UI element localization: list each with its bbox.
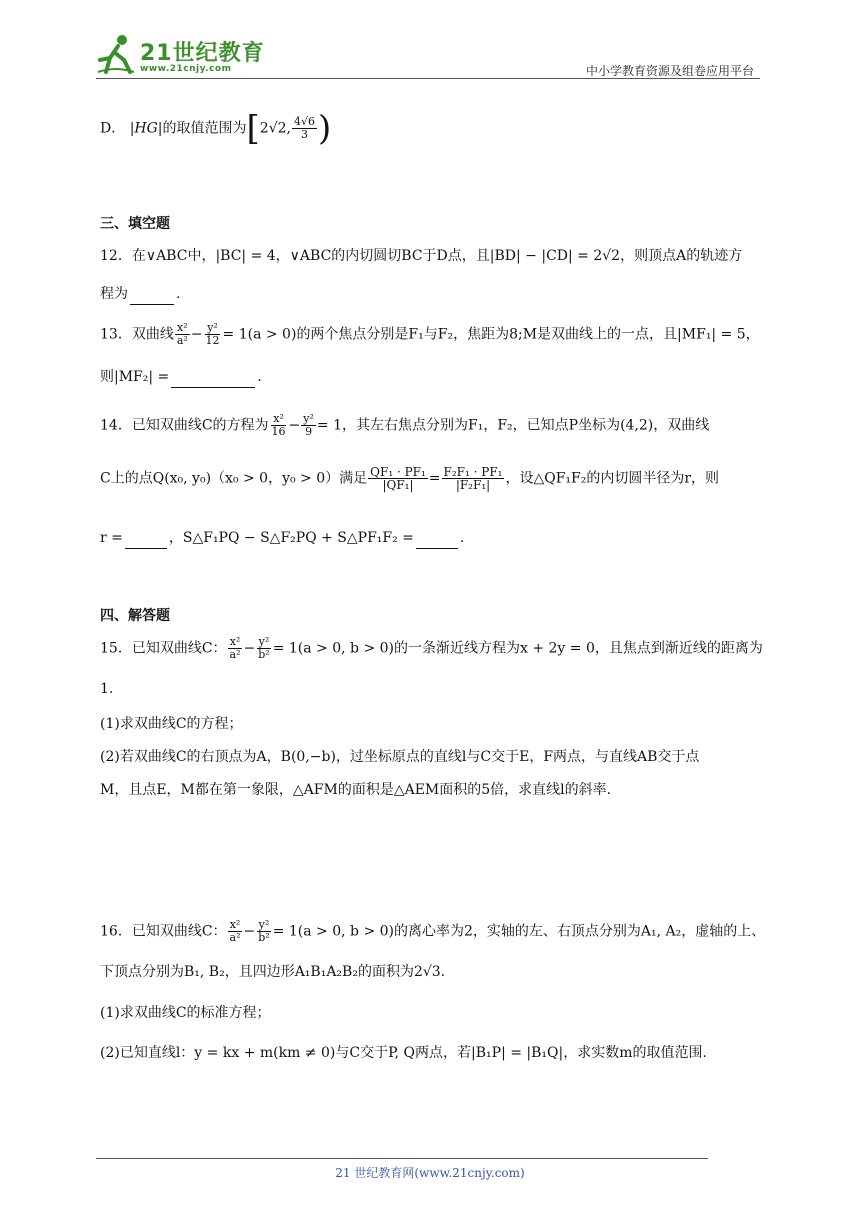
option-label: D．	[100, 120, 126, 137]
q13-line2: 则|MF₂| = .	[100, 366, 262, 388]
footer-link[interactable]: 21 世纪教育网(www.21cnjy.com)	[335, 1166, 525, 1180]
right-paren: )	[317, 108, 332, 149]
logo-url: www.21cnjy.com	[140, 64, 232, 74]
q15-part1: (1)求双曲线C的方程；	[100, 716, 243, 732]
runner-logo-icon	[96, 32, 136, 76]
hg-expression: |HG|	[129, 120, 163, 137]
q12-line1: 12．在∨ABC中，|BC| = 4，∨ABC的内切圆切BC于D点，且|BD| − |CD| = 2√2，则顶点A的轨迹方	[100, 248, 743, 264]
header-divider	[96, 78, 760, 79]
q15-line2: 1.	[100, 681, 114, 697]
q15-line1: 15．已知双曲线C： $\frac{\text{x²}}{\text{a²}}$ − $\frac{\text{y²}}{\text{b²}}$ = 1(a > 0, b > 0)的一条渐近线方程为x + 2y = 0，且焦点到渐近线的距离为	[100, 635, 763, 661]
site-logo	[96, 32, 266, 76]
fraction: $\frac{\text{x²}}{\text{a²}}$	[229, 635, 241, 661]
range-upper-fraction: $\frac{4√6}{3}$	[293, 115, 315, 141]
q15-part2-line2: M，且点E，M都在第一象限，△AFM的面积是△AEM面积的5倍，求直线l的斜率.	[100, 782, 612, 798]
footer-divider	[96, 1158, 708, 1159]
vector-fraction: $\frac{\text{QF₁ · PF₁}}{\text{|QF₁|}}$	[370, 465, 426, 492]
option-text: 的取值范围为	[162, 120, 247, 137]
left-bracket: [	[246, 108, 260, 149]
platform-name: 中小学教育资源及组卷应用平台	[585, 64, 754, 78]
fraction: $\frac{\text{y²}}{9}$	[303, 412, 314, 438]
fraction: $\frac{\text{x²}}{\text{a²}}$	[176, 321, 188, 347]
q14-line1: 14．已知双曲线C的方程为 $\frac{\text{x²}}{16}$ − $\frac{\text{y²}}{9}$ = 1，其左右焦点分别为F₁，F₂，已知点P坐标为(4,2)，双曲线	[100, 412, 710, 438]
q12-line2: 程为 .	[100, 283, 180, 305]
q14-line3: r = ，S△F₁PQ − S△F₂PQ + S△PF₁F₂ = .	[100, 527, 464, 549]
logo-text: 21世纪教育	[140, 41, 265, 66]
section-title-fill-blank: 三、填空题	[100, 216, 170, 232]
section-title-solve: 四、解答题	[100, 608, 170, 624]
answer-blank	[125, 532, 167, 549]
answer-blank	[171, 371, 255, 388]
answer-blank	[130, 288, 174, 305]
fraction: $\frac{\text{x²}}{\text{a²}}$	[229, 918, 241, 944]
fraction: $\frac{\text{x²}}{16}$	[271, 412, 286, 438]
q16-line1: 16．已知双曲线C： $\frac{\text{x²}}{\text{a²}}$ − $\frac{\text{y²}}{\text{b²}}$ = 1(a > 0, b > 0)的离心率为2，实轴的左、右顶点分别为A₁, A₂，虚轴的上、	[100, 918, 766, 944]
q16-part2: (2)已知直线l：y = kx + m(km ≠ 0)与C交于P, Q两点，若|B₁P| = |B₁Q|，求实数m的取值范围.	[100, 1045, 707, 1061]
page-header	[96, 28, 760, 80]
answer-blank	[416, 532, 458, 549]
q16-line2: 下顶点分别为B₁, B₂，且四边形A₁B₁A₂B₂的面积为2√3.	[100, 964, 446, 980]
q16-part1: (1)求双曲线C的标准方程；	[100, 1005, 271, 1021]
q11-option-d	[100, 108, 332, 149]
fraction: $\frac{\text{y²}}{12}$	[205, 321, 220, 347]
q13-line1: 13．双曲线 $\frac{\text{x²}}{\text{a²}}$ − $\frac{\text{y²}}{12}$ = 1(a > 0)的两个焦点分别是F₁与F₂，焦距为8;M是双曲线上的一点，且|MF₁| = 5，	[100, 321, 760, 347]
q15-part2-line1: (2)若双曲线C的右顶点为A，B(0,−b)，过坐标原点的直线l与C交于E，F两点，与直线AB交于点	[100, 749, 700, 765]
range-lower: 2√2,	[259, 120, 291, 137]
fraction: $\frac{\text{y²}}{\text{b²}}$	[258, 635, 270, 661]
vector-fraction: $\frac{\text{F₂F₁ · PF₁}}{\text{|F₂F₁|}}$	[443, 465, 503, 492]
q14-line2: C上的点Q(x₀, y₀)（x₀ > 0，y₀ > 0）满足 $\frac{\text{QF₁ · PF₁}}{\text{|QF₁|}}$ = $\frac{\text{F₂F₁ · PF₁}}{\text{|F₂F₁|}}$ ，设△QF₁F₂的内切圆半径为r，则	[100, 465, 720, 492]
fraction: $\frac{\text{y²}}{\text{b²}}$	[258, 918, 270, 944]
